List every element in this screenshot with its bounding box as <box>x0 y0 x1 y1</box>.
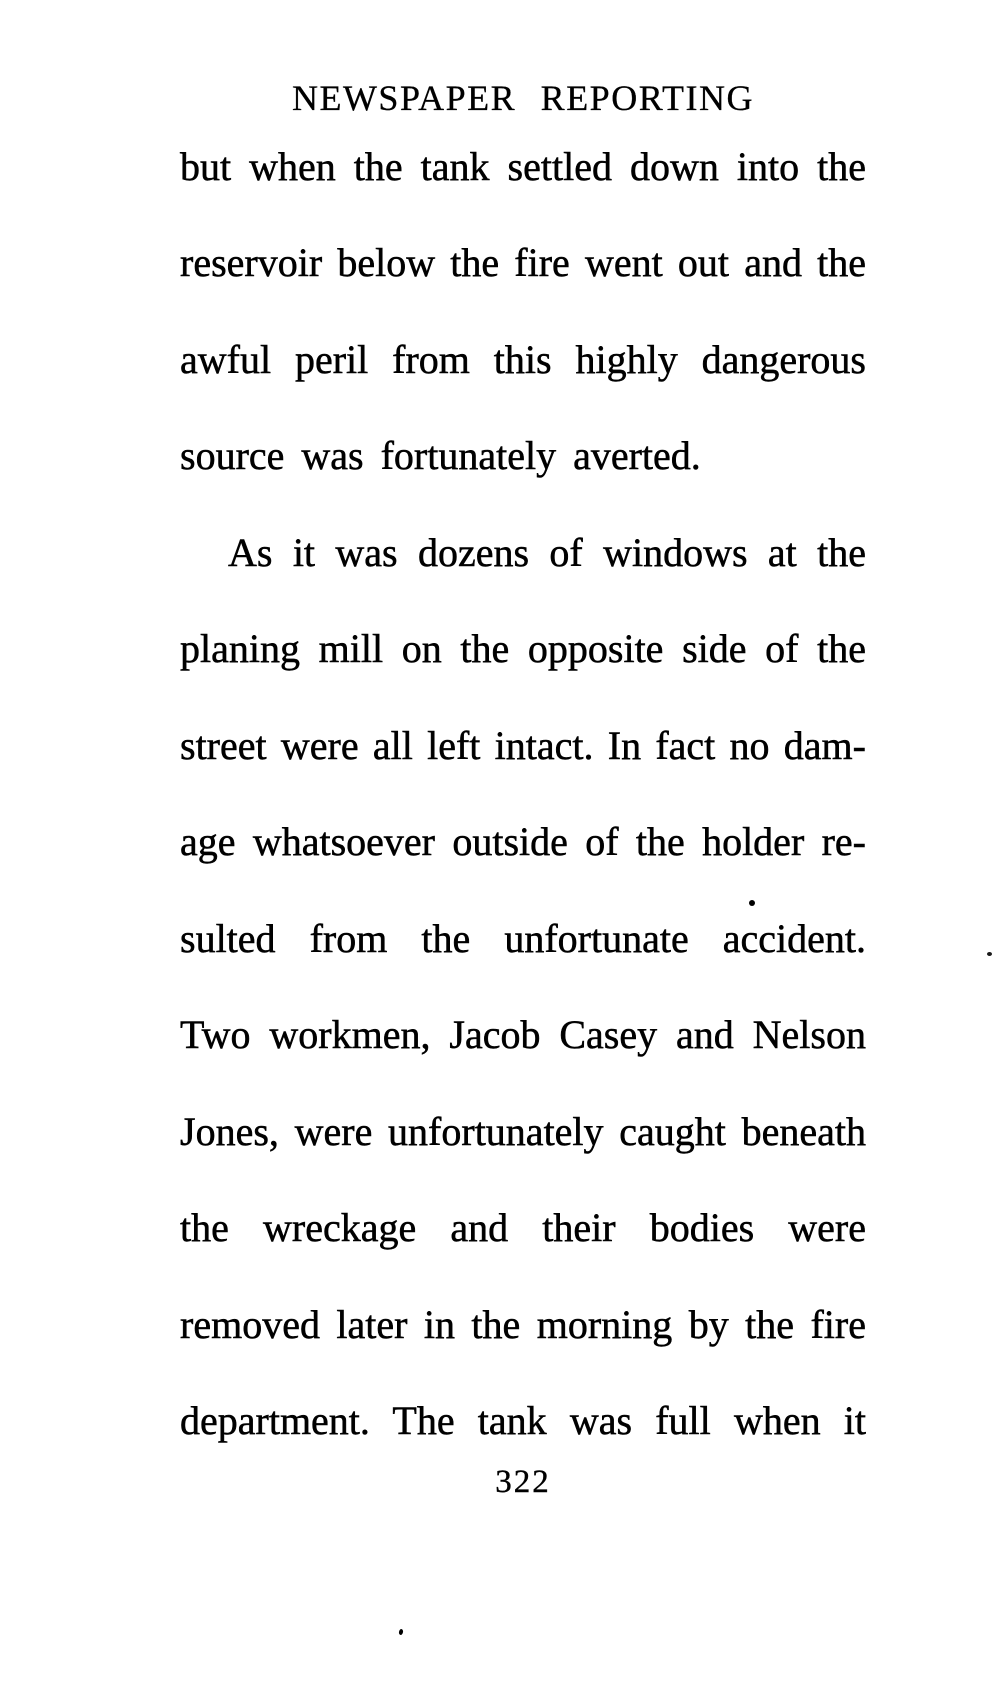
running-head: NEWSPAPER REPORTING <box>291 78 755 118</box>
body-line: sulted from the unfortunate accident. <box>180 916 866 961</box>
body-line paragraph-start: As it was dozens of windows at the <box>228 530 866 575</box>
body-line: reservoir below the fire went out and the <box>180 240 866 285</box>
body-line: street were all left intact. In fact no dam- <box>180 723 866 768</box>
body-line: Jones, were unfortunately caught beneath <box>180 1109 866 1154</box>
body-line: Two workmen, Jacob Casey and Nelson <box>180 1012 866 1057</box>
ink-speck <box>749 900 755 906</box>
body-line: the wreckage and their bodies were <box>180 1205 866 1250</box>
ink-speck <box>987 952 992 956</box>
body-line: but when the tank settled down into the <box>180 144 866 189</box>
body-line: removed later in the morning by the fire <box>180 1302 866 1347</box>
page-number: 322 <box>495 1464 551 1500</box>
body-line: awful peril from this highly dangerous <box>180 337 866 382</box>
body-line: age whatsoever outside of the holder re- <box>180 819 866 864</box>
body-line: planing mill on the opposite side of the <box>180 626 866 671</box>
body-line paragraph-end: source was fortunately averted. <box>180 433 701 478</box>
body-line: department. The tank was full when it <box>180 1398 866 1443</box>
ink-speck <box>398 1629 403 1636</box>
